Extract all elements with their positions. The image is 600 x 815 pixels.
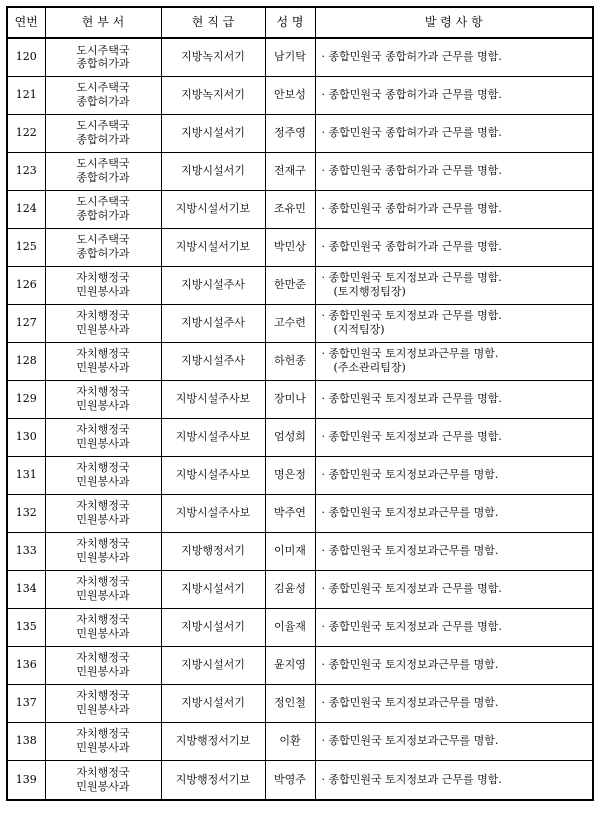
cell-no: 128 — [7, 342, 45, 380]
table-row — [7, 570, 593, 608]
order-text: · 종합민원국 토지정보과근무를 명함. — [321, 544, 499, 558]
cell-name: 한만준 — [265, 266, 315, 304]
order-text: · 종합민원국 종합허가과 근무를 명함. — [321, 50, 502, 64]
cell-order — [315, 266, 593, 304]
cell-no: 122 — [7, 114, 45, 152]
table-row — [7, 304, 593, 342]
dept-division: 민원봉사과 — [76, 513, 130, 526]
cell-dept — [45, 190, 161, 228]
cell-rank: 지방시설서기보 — [161, 190, 265, 228]
order-text: · 종합민원국 토지정보과근무를 명함. — [321, 506, 499, 520]
cell-order — [315, 380, 593, 418]
cell-no: 133 — [7, 532, 45, 570]
cell-rank: 지방시설서기 — [161, 608, 265, 646]
dept-bureau: 자치행정국 — [76, 651, 130, 665]
cell-no: 120 — [7, 38, 45, 76]
dept-bureau: 자치행정국 — [76, 727, 130, 741]
cell-name: 이율재 — [265, 608, 315, 646]
cell-rank: 지방시설서기 — [161, 570, 265, 608]
dept-bureau: 자치행정국 — [76, 499, 130, 513]
table-row — [7, 228, 593, 266]
cell-no: 130 — [7, 418, 45, 456]
order-text: · 종합민원국 토지정보과 근무를 명함. — [321, 392, 502, 406]
cell-rank: 지방행정서기 — [161, 532, 265, 570]
cell-name: 이환 — [265, 722, 315, 760]
cell-rank: 지방시설주사보 — [161, 380, 265, 418]
cell-order — [315, 114, 593, 152]
cell-name: 조유민 — [265, 190, 315, 228]
cell-order — [315, 570, 593, 608]
dept-division: 민원봉사과 — [76, 475, 130, 488]
cell-name: 남기탁 — [265, 38, 315, 76]
dept-bureau: 자치행정국 — [76, 271, 130, 285]
header-order: 발 령 사 항 — [315, 7, 593, 38]
cell-order — [315, 152, 593, 190]
dept-division: 종합허가과 — [76, 247, 130, 260]
cell-dept — [45, 418, 161, 456]
cell-name: 윤지영 — [265, 646, 315, 684]
table-row — [7, 380, 593, 418]
cell-dept — [45, 380, 161, 418]
cell-dept — [45, 456, 161, 494]
table-row — [7, 418, 593, 456]
cell-name: 정인철 — [265, 684, 315, 722]
dept-division: 종합허가과 — [76, 95, 130, 108]
cell-rank: 지방시설주사 — [161, 304, 265, 342]
cell-dept — [45, 608, 161, 646]
header-dept: 현 부 서 — [45, 7, 161, 38]
dept-division: 민원봉사과 — [76, 361, 130, 374]
cell-order — [315, 722, 593, 760]
table-row — [7, 342, 593, 380]
dept-bureau: 도시주택국 — [76, 43, 130, 57]
table-row — [7, 266, 593, 304]
cell-no: 123 — [7, 152, 45, 190]
cell-name: 박민상 — [265, 228, 315, 266]
header-name: 성 명 — [265, 7, 315, 38]
cell-dept — [45, 76, 161, 114]
table-header-row — [7, 7, 593, 38]
dept-division: 민원봉사과 — [76, 665, 130, 678]
order-text: · 종합민원국 토지정보과 근무를 명함. — [321, 582, 502, 596]
cell-rank: 지방행정서기보 — [161, 722, 265, 760]
table-row — [7, 76, 593, 114]
cell-name: 명은정 — [265, 456, 315, 494]
cell-dept — [45, 760, 161, 800]
cell-no: 132 — [7, 494, 45, 532]
dept-bureau: 자치행정국 — [76, 689, 130, 703]
cell-order — [315, 342, 593, 380]
order-text: · 종합민원국 토지정보과근무를 명함. — [321, 347, 499, 361]
table-row — [7, 152, 593, 190]
cell-no: 124 — [7, 190, 45, 228]
dept-bureau: 도시주택국 — [76, 195, 130, 209]
cell-name: 장미나 — [265, 380, 315, 418]
cell-rank: 지방녹지서기 — [161, 38, 265, 76]
cell-name: 전재구 — [265, 152, 315, 190]
table-row — [7, 722, 593, 760]
cell-no: 134 — [7, 570, 45, 608]
dept-bureau: 도시주택국 — [76, 119, 130, 133]
cell-order — [315, 532, 593, 570]
cell-no: 135 — [7, 608, 45, 646]
cell-name: 엄성희 — [265, 418, 315, 456]
dept-division: 민원봉사과 — [76, 779, 130, 793]
cell-name: 이미재 — [265, 532, 315, 570]
cell-rank: 지방시설주사 — [161, 266, 265, 304]
order-text: · 종합민원국 토지정보과근무를 명함. — [321, 468, 499, 482]
order-text: · 종합민원국 토지정보과근무를 명함. — [321, 658, 499, 672]
cell-order — [315, 456, 593, 494]
order-text: · 종합민원국 토지정보과 근무를 명함. — [321, 309, 502, 323]
cell-order — [315, 646, 593, 684]
order-text: · 종합민원국 종합허가과 근무를 명함. — [321, 126, 502, 140]
table-row — [7, 608, 593, 646]
cell-name: 김윤성 — [265, 570, 315, 608]
cell-rank: 지방행정서기보 — [161, 760, 265, 800]
table-body — [7, 38, 593, 800]
cell-rank: 지방시설서기보 — [161, 228, 265, 266]
cell-dept — [45, 494, 161, 532]
cell-rank: 지방시설주사보 — [161, 494, 265, 532]
cell-name: 박영주 — [265, 760, 315, 800]
cell-name: 하헌종 — [265, 342, 315, 380]
cell-dept — [45, 152, 161, 190]
cell-dept — [45, 342, 161, 380]
cell-order — [315, 684, 593, 722]
cell-order — [315, 760, 593, 800]
cell-order — [315, 494, 593, 532]
order-text: · 종합민원국 토지정보과근무를 명함. — [321, 696, 499, 710]
order-note: (지적팀장) — [333, 323, 385, 336]
order-text: · 종합민원국 종합허가과 근무를 명함. — [321, 202, 502, 216]
order-text: · 종합민원국 종합허가과 근무를 명함. — [321, 164, 502, 178]
dept-bureau: 자치행정국 — [76, 423, 130, 437]
cell-no: 121 — [7, 76, 45, 114]
cell-dept — [45, 38, 161, 76]
cell-dept — [45, 304, 161, 342]
cell-no: 125 — [7, 228, 45, 266]
dept-division: 종합허가과 — [76, 171, 130, 184]
table-row — [7, 190, 593, 228]
dept-bureau: 자치행정국 — [76, 347, 130, 361]
cell-rank: 지방시설서기 — [161, 646, 265, 684]
order-text: · 종합민원국 토지정보과 근무를 명함. — [321, 772, 502, 786]
cell-no: 127 — [7, 304, 45, 342]
cell-order — [315, 190, 593, 228]
dept-division: 민원봉사과 — [76, 437, 130, 450]
order-text: · 종합민원국 토지정보과 근무를 명함. — [321, 620, 502, 634]
dept-bureau: 자치행정국 — [76, 385, 130, 399]
table-row — [7, 532, 593, 570]
cell-rank: 지방시설서기 — [161, 152, 265, 190]
dept-bureau: 자치행정국 — [76, 613, 130, 627]
header-rank: 현 직 급 — [161, 7, 265, 38]
order-note: (주소관리팀장) — [333, 361, 406, 374]
cell-no: 129 — [7, 380, 45, 418]
cell-order — [315, 228, 593, 266]
dept-division: 민원봉사과 — [76, 589, 130, 602]
dept-division: 민원봉사과 — [76, 551, 130, 564]
dept-bureau: 자치행정국 — [76, 309, 130, 323]
dept-bureau: 자치행정국 — [76, 575, 130, 589]
table-row — [7, 456, 593, 494]
dept-division: 민원봉사과 — [76, 285, 130, 298]
dept-division: 민원봉사과 — [76, 399, 130, 412]
order-text: · 종합민원국 토지정보과 근무를 명함. — [321, 430, 502, 444]
dept-bureau: 자치행정국 — [76, 766, 130, 779]
dept-bureau: 자치행정국 — [76, 537, 130, 551]
cell-no: 136 — [7, 646, 45, 684]
dept-division: 종합허가과 — [76, 57, 130, 71]
dept-bureau: 도시주택국 — [76, 157, 130, 171]
header-no: 연번 — [7, 7, 45, 38]
cell-dept — [45, 570, 161, 608]
dept-bureau: 도시주택국 — [76, 81, 130, 95]
cell-order — [315, 76, 593, 114]
cell-name: 박주연 — [265, 494, 315, 532]
table-row — [7, 760, 593, 800]
cell-dept — [45, 684, 161, 722]
cell-order — [315, 608, 593, 646]
cell-order — [315, 418, 593, 456]
table-row — [7, 646, 593, 684]
cell-no: 138 — [7, 722, 45, 760]
dept-division: 민원봉사과 — [76, 323, 130, 336]
table-row — [7, 114, 593, 152]
dept-bureau: 자치행정국 — [76, 461, 130, 475]
cell-name: 안보성 — [265, 76, 315, 114]
cell-no: 126 — [7, 266, 45, 304]
cell-rank: 지방시설주사 — [161, 342, 265, 380]
cell-rank: 지방시설주사보 — [161, 456, 265, 494]
personnel-order-table — [6, 6, 594, 801]
table-row — [7, 684, 593, 722]
cell-order — [315, 38, 593, 76]
dept-division: 민원봉사과 — [76, 703, 130, 716]
cell-dept — [45, 228, 161, 266]
cell-name: 고수련 — [265, 304, 315, 342]
dept-division: 민원봉사과 — [76, 627, 130, 640]
order-text: · 종합민원국 토지정보과 근무를 명함. — [321, 271, 502, 285]
cell-no: 139 — [7, 760, 45, 800]
cell-name: 정주영 — [265, 114, 315, 152]
dept-bureau: 도시주택국 — [76, 233, 130, 247]
cell-rank: 지방시설주사보 — [161, 418, 265, 456]
order-note: (토지행정팀장) — [333, 285, 406, 298]
order-text: · 종합민원국 종합허가과 근무를 명함. — [321, 88, 502, 102]
cell-dept — [45, 114, 161, 152]
cell-order — [315, 304, 593, 342]
cell-dept — [45, 532, 161, 570]
table-row — [7, 38, 593, 76]
dept-division: 민원봉사과 — [76, 741, 130, 754]
cell-no: 137 — [7, 684, 45, 722]
table-row — [7, 494, 593, 532]
cell-rank: 지방시설서기 — [161, 684, 265, 722]
cell-rank: 지방시설서기 — [161, 114, 265, 152]
cell-dept — [45, 266, 161, 304]
cell-rank: 지방녹지서기 — [161, 76, 265, 114]
cell-no: 131 — [7, 456, 45, 494]
cell-dept — [45, 646, 161, 684]
dept-division: 종합허가과 — [76, 133, 130, 146]
cell-dept — [45, 722, 161, 760]
order-text: · 종합민원국 토지정보과근무를 명함. — [321, 734, 499, 748]
order-text: · 종합민원국 종합허가과 근무를 명함. — [321, 240, 502, 254]
dept-division: 종합허가과 — [76, 209, 130, 222]
